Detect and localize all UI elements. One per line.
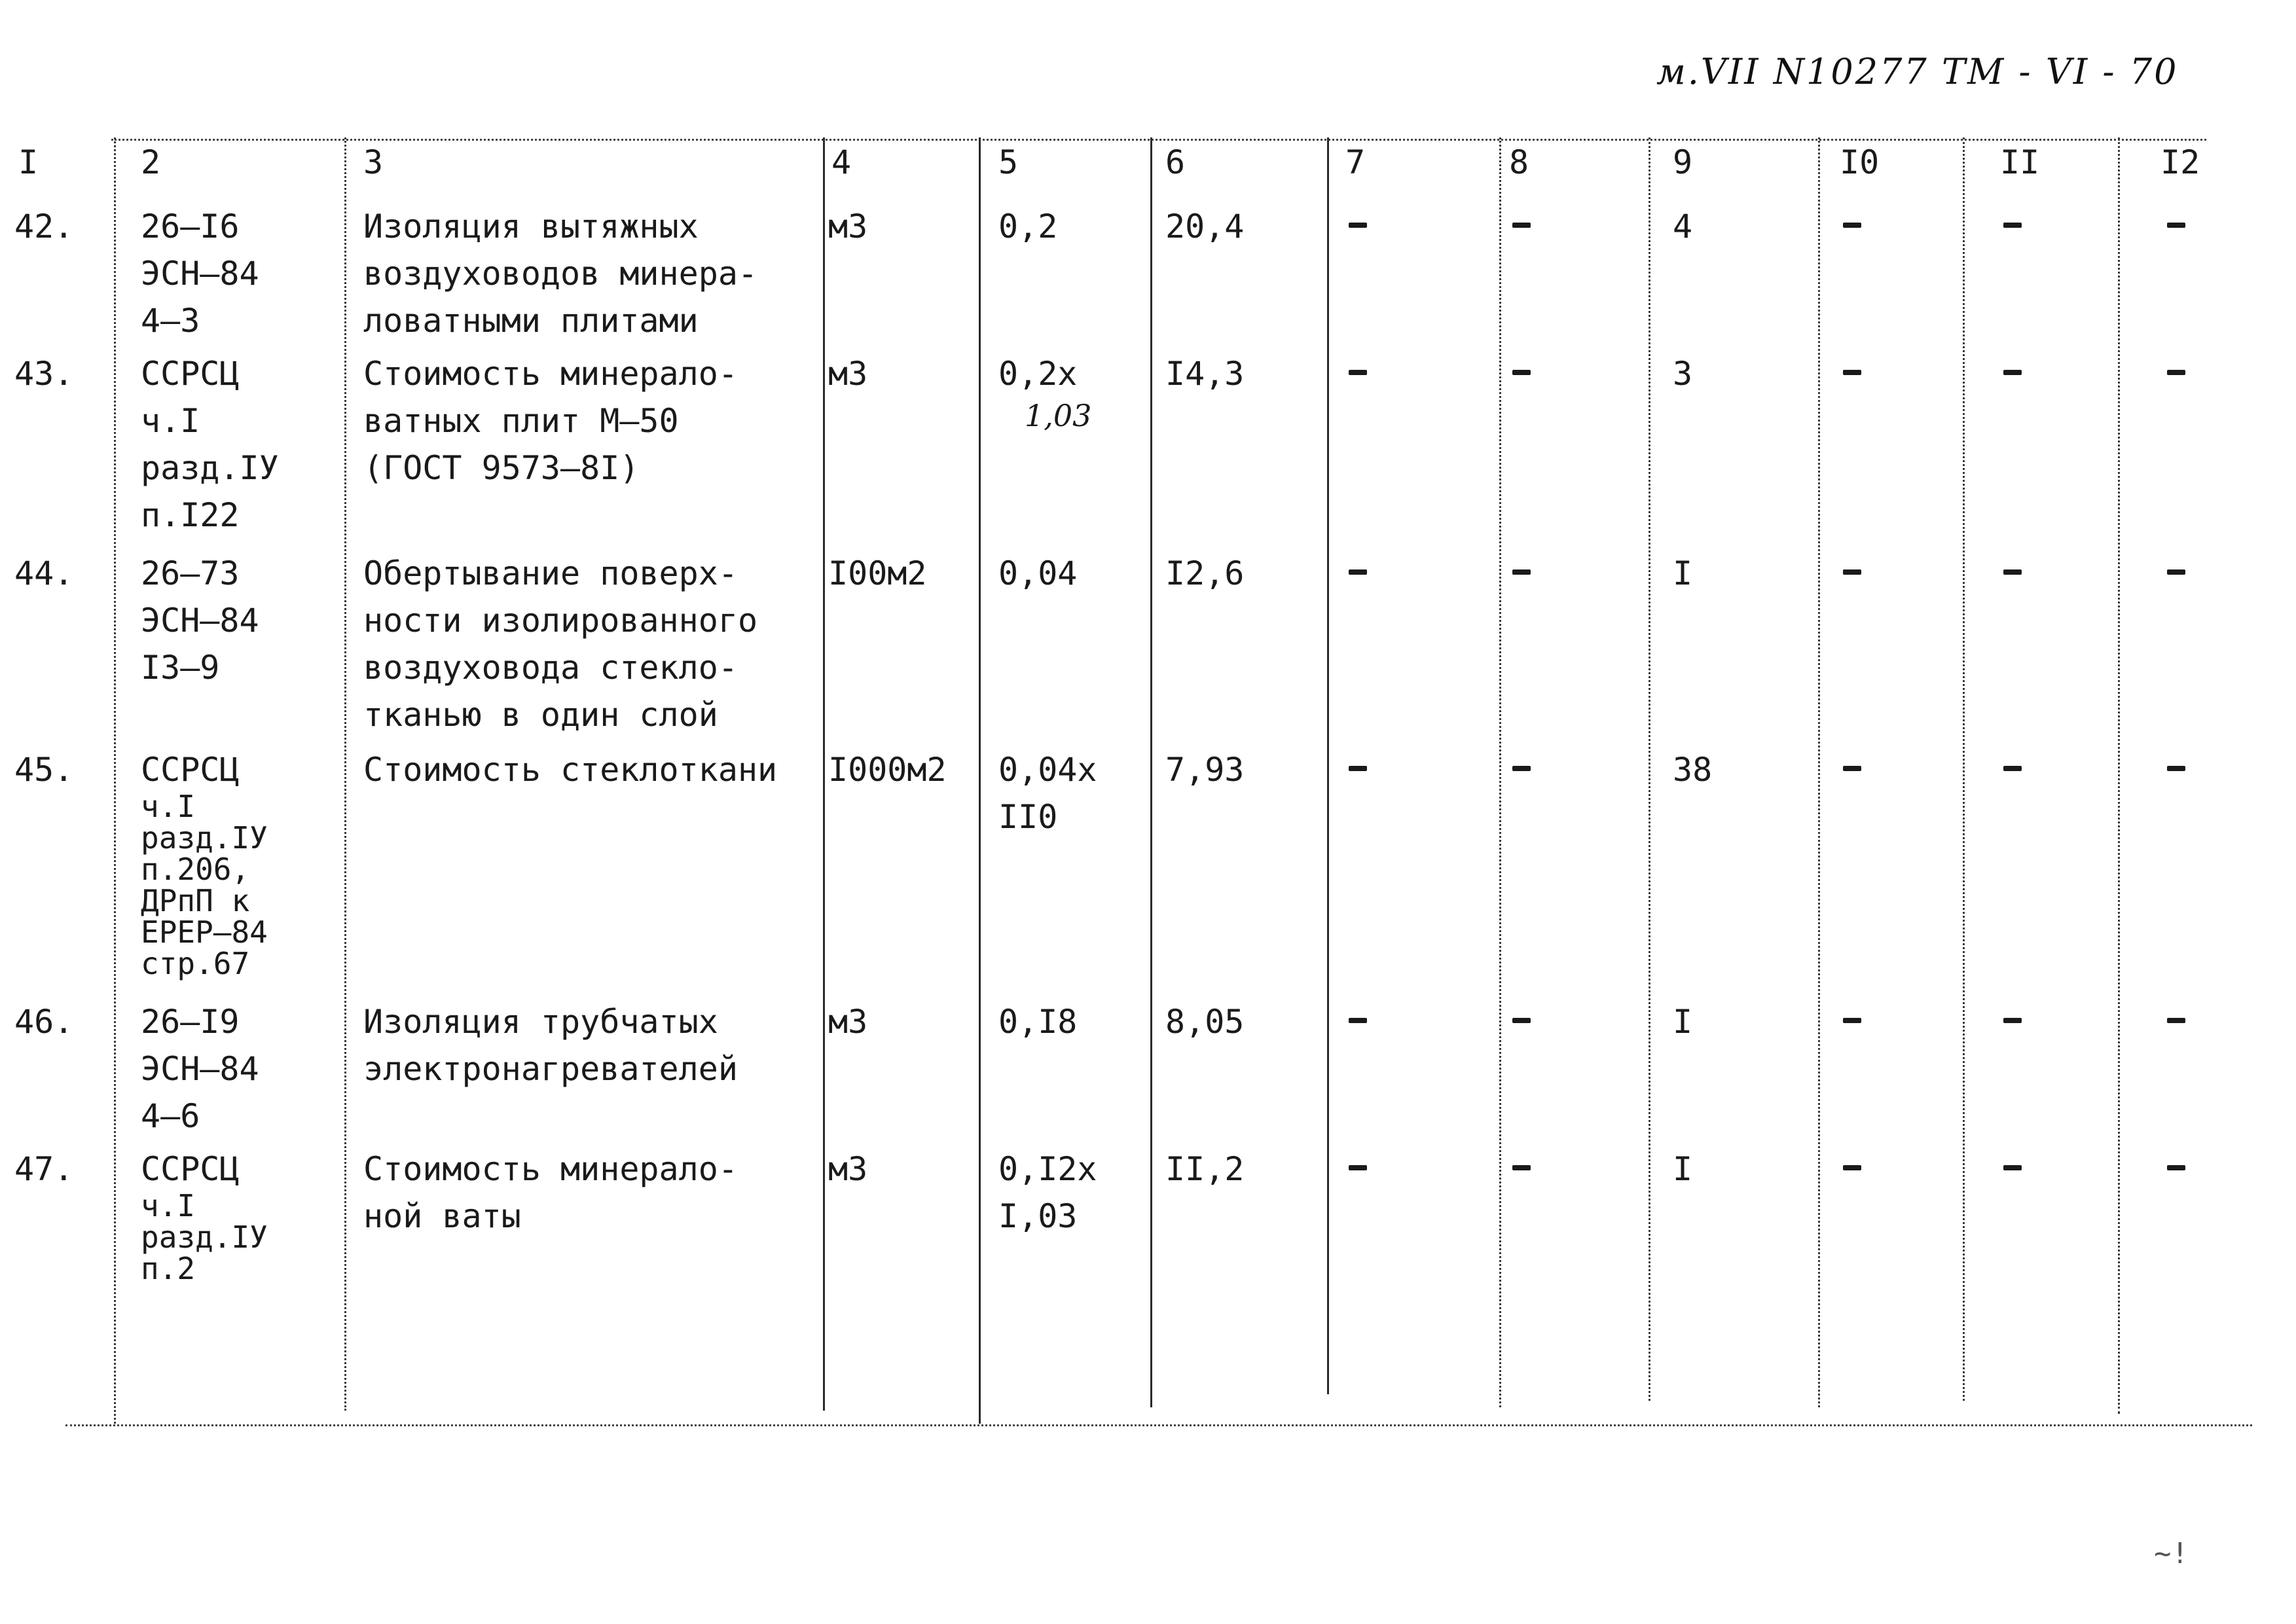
unit: м3 <box>828 208 868 245</box>
quantity-line: II0 <box>998 798 1058 836</box>
empty-dash-c12 <box>2167 370 2185 375</box>
norm-code-line: ЕРЕР–84 <box>141 914 268 950</box>
work-name-line: ватных плит М–50 <box>363 402 679 440</box>
header-col-10: I0 <box>1840 143 1880 181</box>
work-name-line: Стоимость минерало- <box>363 355 738 393</box>
norm-code-line: I3–9 <box>141 649 220 687</box>
norm-code-line: стр.67 <box>141 946 250 981</box>
col-divider-6 <box>1327 137 1329 1394</box>
norm-code-line: ЭСН–84 <box>141 255 259 293</box>
empty-dash-c12 <box>2167 1018 2185 1023</box>
col-divider-3 <box>823 137 825 1411</box>
norm-code-line: п.2 <box>141 1251 196 1286</box>
work-name-line: ной ваты <box>363 1197 521 1235</box>
empty-dash-c8 <box>1512 1165 1531 1170</box>
work-name-line: электронагревателей <box>363 1050 738 1088</box>
col-9-value: 4 <box>1673 208 1693 245</box>
col-divider-5 <box>1150 137 1152 1407</box>
empty-dash-c8 <box>1512 370 1531 375</box>
empty-dash-c8 <box>1512 1018 1531 1023</box>
row-number: 45. <box>14 751 74 789</box>
empty-dash-c7 <box>1349 569 1367 575</box>
col-9-value: 38 <box>1673 751 1713 789</box>
empty-dash-c11 <box>2003 223 2022 228</box>
norm-code-line: ССРСЦ <box>141 1150 240 1188</box>
unit-price: I2,6 <box>1165 554 1245 592</box>
quantity-line: 0,I2х <box>998 1150 1097 1188</box>
empty-dash-c10 <box>1843 1018 1861 1023</box>
empty-dash-c11 <box>2003 766 2022 771</box>
header-col-7: 7 <box>1345 143 1366 181</box>
header-col-9: 9 <box>1673 143 1693 181</box>
unit-price: 20,4 <box>1165 208 1245 245</box>
empty-dash-c8 <box>1512 569 1531 575</box>
work-name-line: воздуховодов минера- <box>363 255 758 293</box>
unit-price: 7,93 <box>1165 751 1245 789</box>
quantity-handwritten: 1,03 <box>1025 398 1092 433</box>
empty-dash-c11 <box>2003 1165 2022 1170</box>
document-code: м.VII N10277 ТМ - VI - 70 <box>1656 51 2179 92</box>
norm-code-line: ЭСН–84 <box>141 602 259 640</box>
quantity-line: 0,I8 <box>998 1003 1078 1041</box>
empty-dash-c12 <box>2167 766 2185 771</box>
empty-dash-c7 <box>1349 1018 1367 1023</box>
norm-code-line: ч.I <box>141 789 196 824</box>
col-divider-11 <box>2118 137 2120 1414</box>
norm-code-line: 26–I9 <box>141 1003 240 1041</box>
norm-code-line: разд.IУ <box>141 1219 268 1255</box>
bottom-rule <box>65 1424 2252 1426</box>
unit-price: 8,05 <box>1165 1003 1245 1041</box>
header-col-8: 8 <box>1509 143 1529 181</box>
work-name-line: воздуховода стекло- <box>363 649 738 687</box>
header-col-11: II <box>2000 143 2040 181</box>
col-divider-4 <box>979 137 981 1424</box>
norm-code-line: ДРпП к <box>141 883 250 918</box>
quantity-line: 0,2х <box>998 355 1078 393</box>
header-col-3: 3 <box>363 143 384 181</box>
header-col-1: I <box>18 143 39 181</box>
norm-code-line: ЭСН–84 <box>141 1050 259 1088</box>
work-name-line: ности изолированного <box>363 602 758 640</box>
header-col-5: 5 <box>998 143 1019 181</box>
norm-code-line: разд.IУ <box>141 449 279 487</box>
unit-price: I4,3 <box>1165 355 1245 393</box>
empty-dash-c8 <box>1512 766 1531 771</box>
col-divider-9 <box>1818 137 1820 1407</box>
work-name-line: Обертывание поверх- <box>363 554 738 592</box>
header-rule <box>111 139 2206 141</box>
norm-code-line: 26–I6 <box>141 208 240 245</box>
empty-dash-c7 <box>1349 766 1367 771</box>
norm-code-line: 4–6 <box>141 1097 200 1135</box>
row-number: 42. <box>14 208 74 245</box>
norm-code-line: разд.IУ <box>141 820 268 856</box>
row-number: 44. <box>14 554 74 592</box>
empty-dash-c12 <box>2167 1165 2185 1170</box>
row-number: 43. <box>14 355 74 393</box>
col-divider-10 <box>1963 137 1965 1401</box>
empty-dash-c7 <box>1349 223 1367 228</box>
row-number: 47. <box>14 1150 74 1188</box>
quantity-line: 0,04х <box>998 751 1097 789</box>
col-9-value: 3 <box>1673 355 1693 393</box>
empty-dash-c10 <box>1843 370 1861 375</box>
empty-dash-c11 <box>2003 569 2022 575</box>
work-name-line: Стоимость минерало- <box>363 1150 738 1188</box>
norm-code-line: ч.I <box>141 1188 196 1223</box>
quantity-line: I,03 <box>998 1197 1078 1235</box>
work-name-line: Стоимость стеклоткани <box>363 751 778 789</box>
quantity-line: 0,04 <box>998 554 1078 592</box>
col-divider-7 <box>1499 137 1501 1407</box>
norm-code-line: п.I22 <box>141 496 240 534</box>
empty-dash-c8 <box>1512 223 1531 228</box>
header-col-6: 6 <box>1165 143 1186 181</box>
norm-code-line: 4–3 <box>141 302 200 340</box>
col-divider-2 <box>344 137 346 1411</box>
unit: м3 <box>828 1150 868 1188</box>
norm-code-line: ч.I <box>141 402 200 440</box>
header-col-2: 2 <box>141 143 161 181</box>
col-divider-1 <box>114 137 116 1424</box>
col-9-value: I <box>1673 554 1693 592</box>
col-9-value: I <box>1673 1150 1693 1188</box>
empty-dash-c11 <box>2003 1018 2022 1023</box>
quantity-line: 0,2 <box>998 208 1058 245</box>
empty-dash-c7 <box>1349 1165 1367 1170</box>
work-name-line: ловатными плитами <box>363 302 699 340</box>
norm-code-line: п.206, <box>141 852 250 887</box>
col-divider-8 <box>1649 137 1650 1401</box>
empty-dash-c10 <box>1843 1165 1861 1170</box>
corner-mark: ~! <box>2154 1537 2189 1570</box>
row-number: 46. <box>14 1003 74 1041</box>
unit-price: II,2 <box>1165 1150 1245 1188</box>
unit: I00м2 <box>828 554 927 592</box>
work-name-line: Изоляция вытяжных <box>363 208 699 245</box>
norm-code-line: ССРСЦ <box>141 355 240 393</box>
empty-dash-c7 <box>1349 370 1367 375</box>
unit: м3 <box>828 1003 868 1041</box>
work-name-line: Изоляция трубчатых <box>363 1003 718 1041</box>
empty-dash-c11 <box>2003 370 2022 375</box>
empty-dash-c10 <box>1843 223 1861 228</box>
work-name-line: тканью в один слой <box>363 696 718 734</box>
empty-dash-c12 <box>2167 569 2185 575</box>
unit: I000м2 <box>828 751 947 789</box>
unit: м3 <box>828 355 868 393</box>
header-col-12: I2 <box>2160 143 2200 181</box>
col-9-value: I <box>1673 1003 1693 1041</box>
work-name-line: (ГОСТ 9573–8I) <box>363 449 640 487</box>
empty-dash-c12 <box>2167 223 2185 228</box>
header-col-4: 4 <box>831 143 852 181</box>
norm-code-line: 26–73 <box>141 554 240 592</box>
empty-dash-c10 <box>1843 569 1861 575</box>
norm-code-line: ССРСЦ <box>141 751 240 789</box>
empty-dash-c10 <box>1843 766 1861 771</box>
